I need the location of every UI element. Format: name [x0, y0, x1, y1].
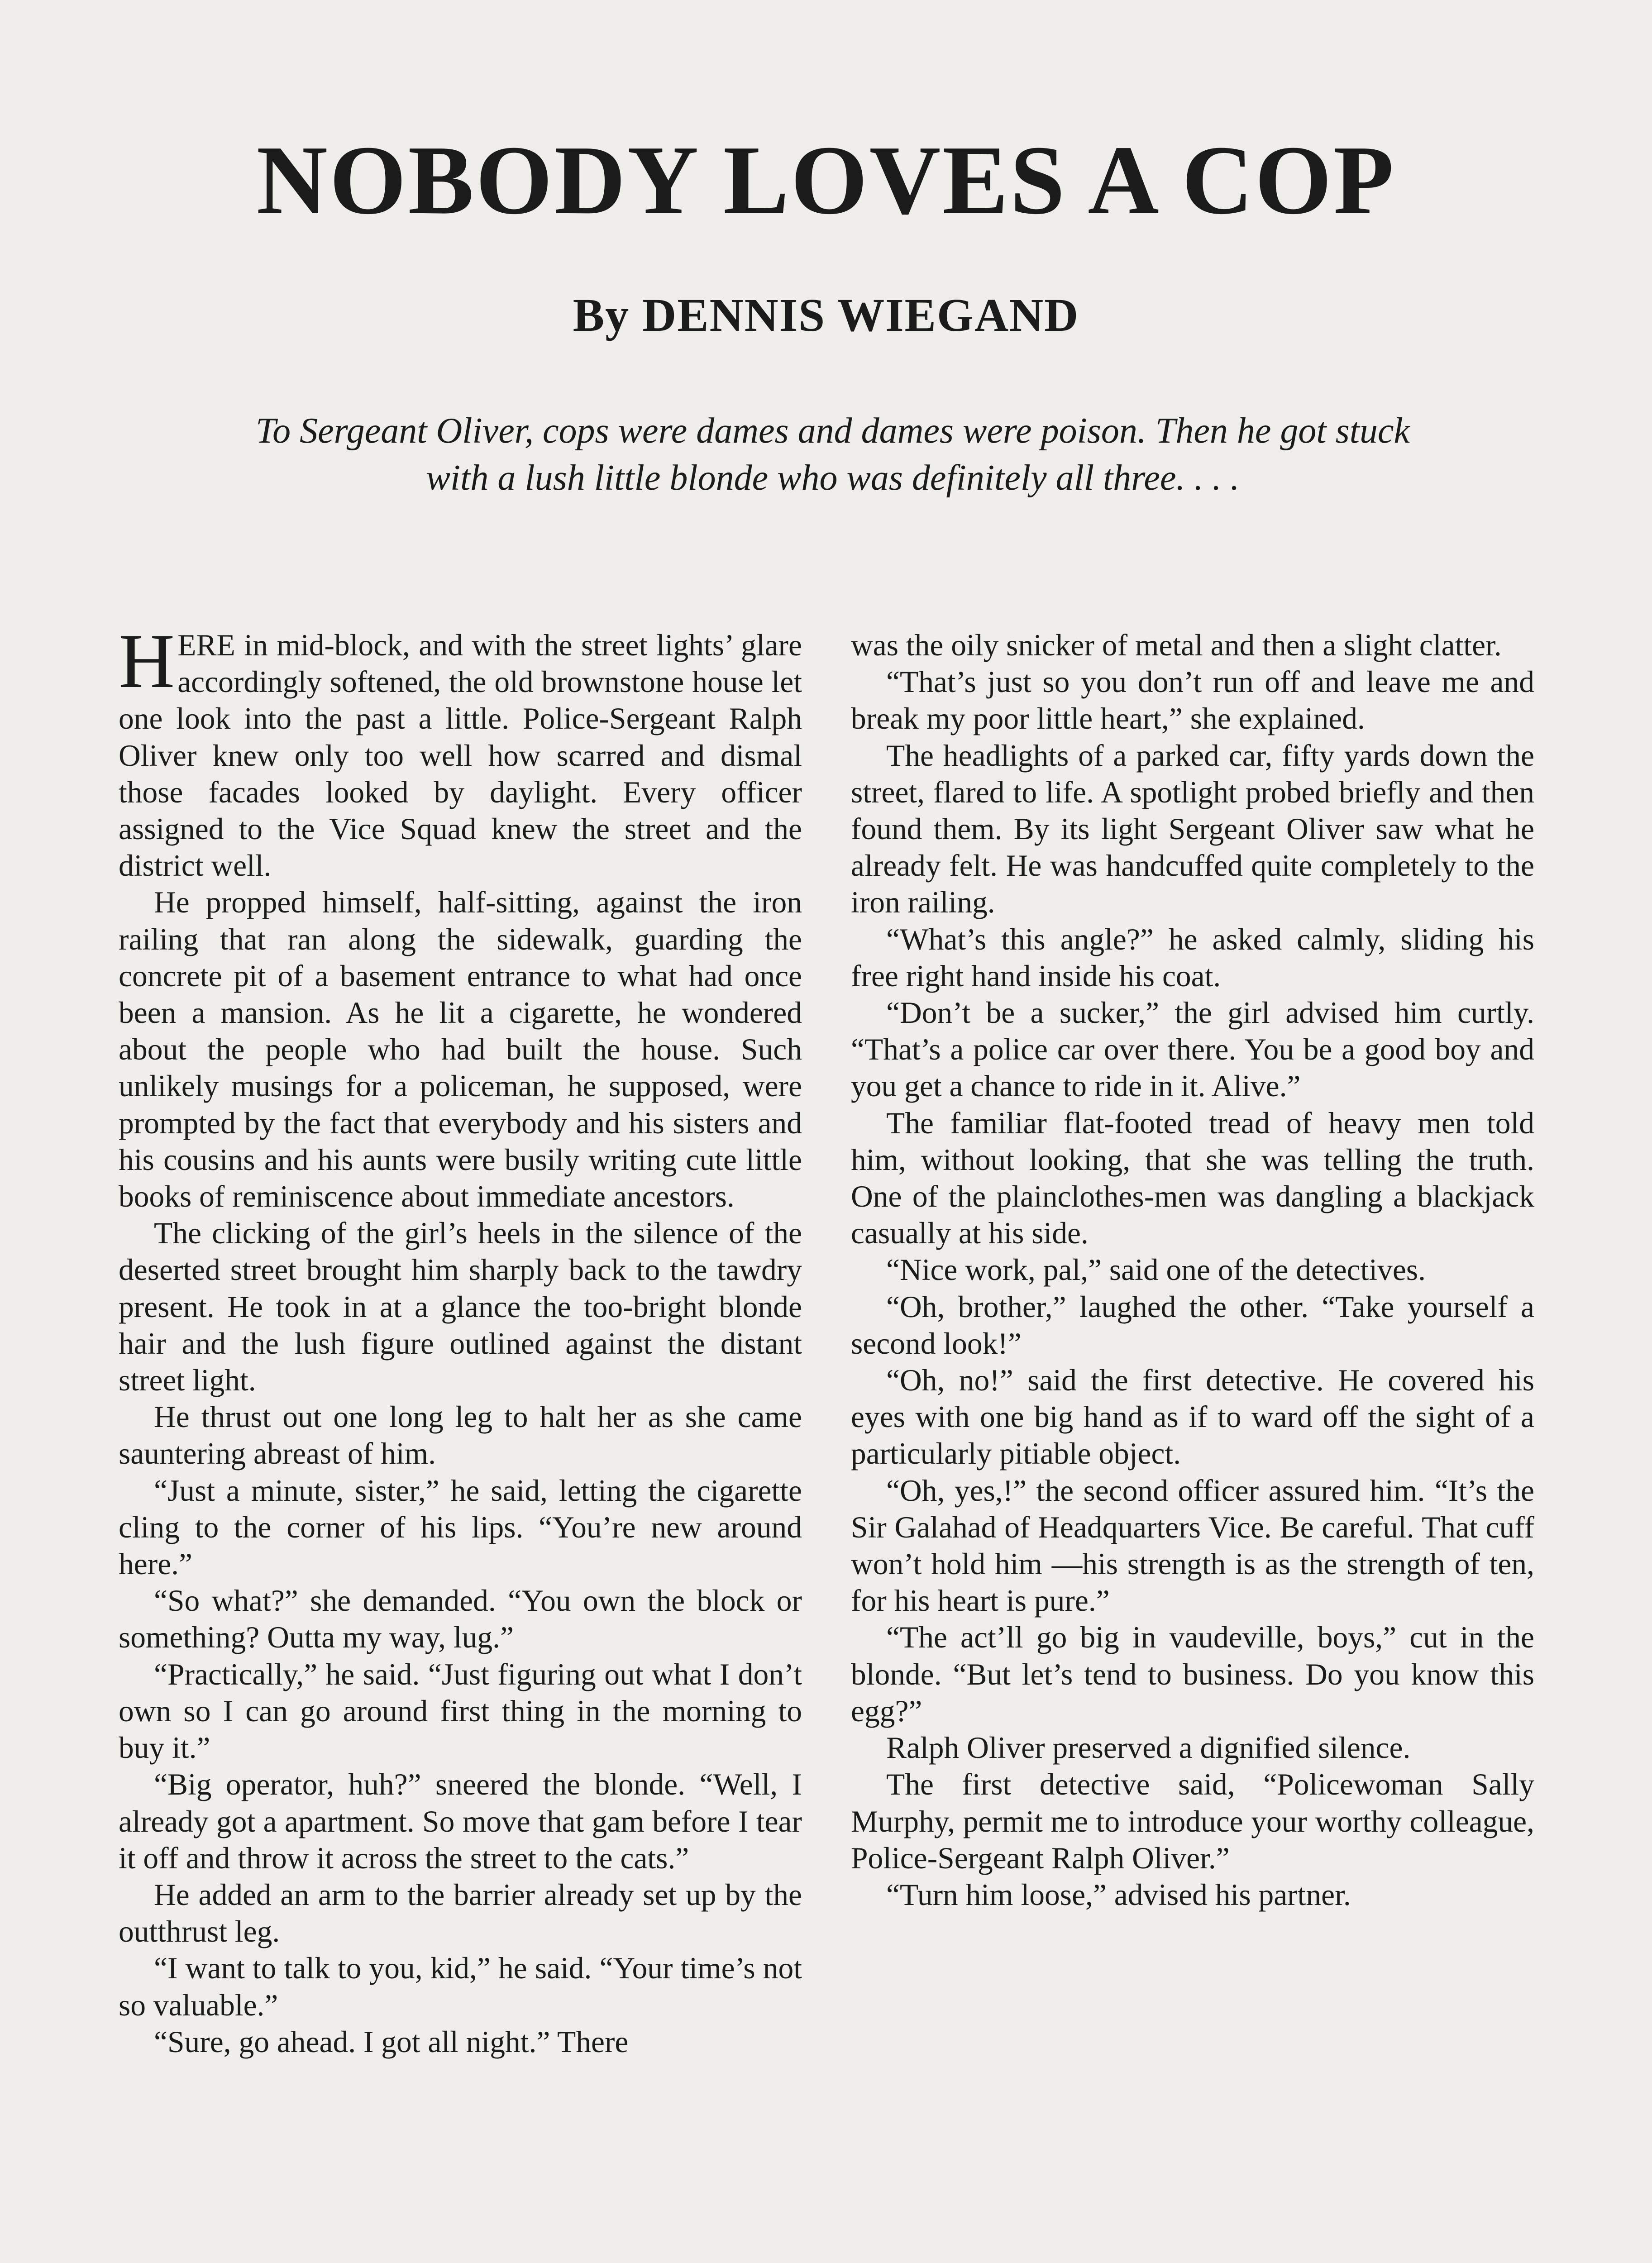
paragraph: “Oh, yes,!” the second officer assured him. “It’s the Sir Galahad of Headquarters Vice. Be careful. That cuff won’t hold him —his strength is as the strength of ten, for his heart is pure.” [851, 1473, 1534, 1618]
story-title: NOBODY LOVES A COP [256, 126, 1396, 235]
paragraph: “Nice work, pal,” said one of the detectives. [886, 1253, 1426, 1287]
paragraph: “Big operator, huh?” sneered the blonde. “Well, I already got a apartment. So move that gam before I tear it off and throw it across the street to the cats.” [119, 1767, 802, 1875]
paragraph: He added an arm to the barrier already set up by the outthrust leg. [119, 1877, 802, 1949]
paragraph: He thrust out one long leg to halt her as she came sauntering abreast of him. [119, 1400, 802, 1471]
paragraph: was the oily snicker of metal and then a slight clatter. [851, 628, 1502, 662]
paragraph: “The act’ll go big in vaudeville, boys,” cut in the blonde. “But let’s tend to business. Do you know this egg?” [851, 1620, 1534, 1728]
paragraph [119, 618, 802, 884]
paragraph: The clicking of the girl’s heels in the silence of the deserted street brought him sharply back to the tawdry present. He took in at a glance the too-bright blonde hair and the lush figure outlined against the distant street light. [119, 1216, 802, 1398]
teaser: To Sergeant Oliver, cops were dames and dames were poison. Then he got stuck with a lush little blonde who was definitely all three. . . . [255, 411, 1410, 498]
paragraph: The familiar flat-footed tread of heavy men told him, without looking, that she was telling the truth. One of the plainclothes-men was dangling a blackjack casually at his side. [851, 1106, 1534, 1251]
drop-cap: H [119, 618, 175, 704]
paragraph: “Sure, go ahead. I got all night.” There [154, 2024, 629, 2059]
paragraph: “Don’t be a sucker,” the girl advised him curtly. “That’s a police car over there. You be a good boy and you get a chance to ride in it. Alive.” [851, 996, 1534, 1103]
paragraph: “That’s just so you don’t run off and leave me and break my poor little heart,” she explained. [851, 665, 1534, 736]
paragraph: “What’s this angle?” he asked calmly, sliding his free right hand inside his coat. [851, 922, 1534, 993]
left-column [119, 618, 802, 2060]
paragraph: The headlights of a parked car, fifty yards down the street, flared to life. A spotlight probed briefly and then found them. By its light Sergeant Oliver saw what he already felt. He was handcuffed quite completely to the iron railing. [851, 738, 1534, 920]
byline: By DENNIS WIEGAND [573, 289, 1079, 341]
paragraph: “Turn him loose,” advised his partner. [886, 1877, 1351, 1912]
paragraph: “Just a minute, sister,” he said, letting the cigarette cling to the corner of his lips. “You’re new around here.” [119, 1473, 802, 1581]
paragraph: The first detective said, “Policewoman Sally Murphy, permit me to introduce your worthy colleague, Police-Sergeant Ralph Oliver.” [851, 1767, 1534, 1875]
paragraph: “So what?” she demanded. “You own the block or something? Outta my way, lug.” [119, 1584, 802, 1655]
paragraph: “Oh, brother,” laughed the other. “Take yourself a second look!” [851, 1289, 1534, 1361]
paragraph: Ralph Oliver preserved a dignified silence. [886, 1731, 1411, 1765]
paragraph: He propped himself, half-sitting, against the iron railing that ran along the sidewalk, guarding the concrete pit of a basement entrance to what had once been a mansion. As he lit a cigarette, he wondered about the people who had built the house. Such unlikely musings for a policeman, he supposed, were prompted by the fact that everybody and his sisters and his cousins and his aunts were busily writing cute little books of reminiscence about immediate ancestors. [119, 885, 802, 1214]
right-column [851, 627, 1534, 1913]
paragraph: “I want to talk to you, kid,” he said. “Your time’s not so valuable.” [119, 1951, 802, 2022]
paragraph: “Practically,” he said. “Just figuring out what I don’t own so I can go around first thing in the morning to buy it.” [119, 1657, 802, 1765]
paragraph: “Oh, no!” said the first detective. He covered his eyes with one big hand as if to ward off the sight of a particularly pitiable object. [851, 1363, 1534, 1471]
paragraph-text: ERE in mid-block, and with the street lights’ glare accordingly softened, the old brownstone house let one look into the past a little. Police-Sergeant Ralph Oliver knew only too well how scarred and dismal those facades looked by daylight. Every officer assigned to the Vice Squad knew the street and the district well. [119, 628, 802, 883]
